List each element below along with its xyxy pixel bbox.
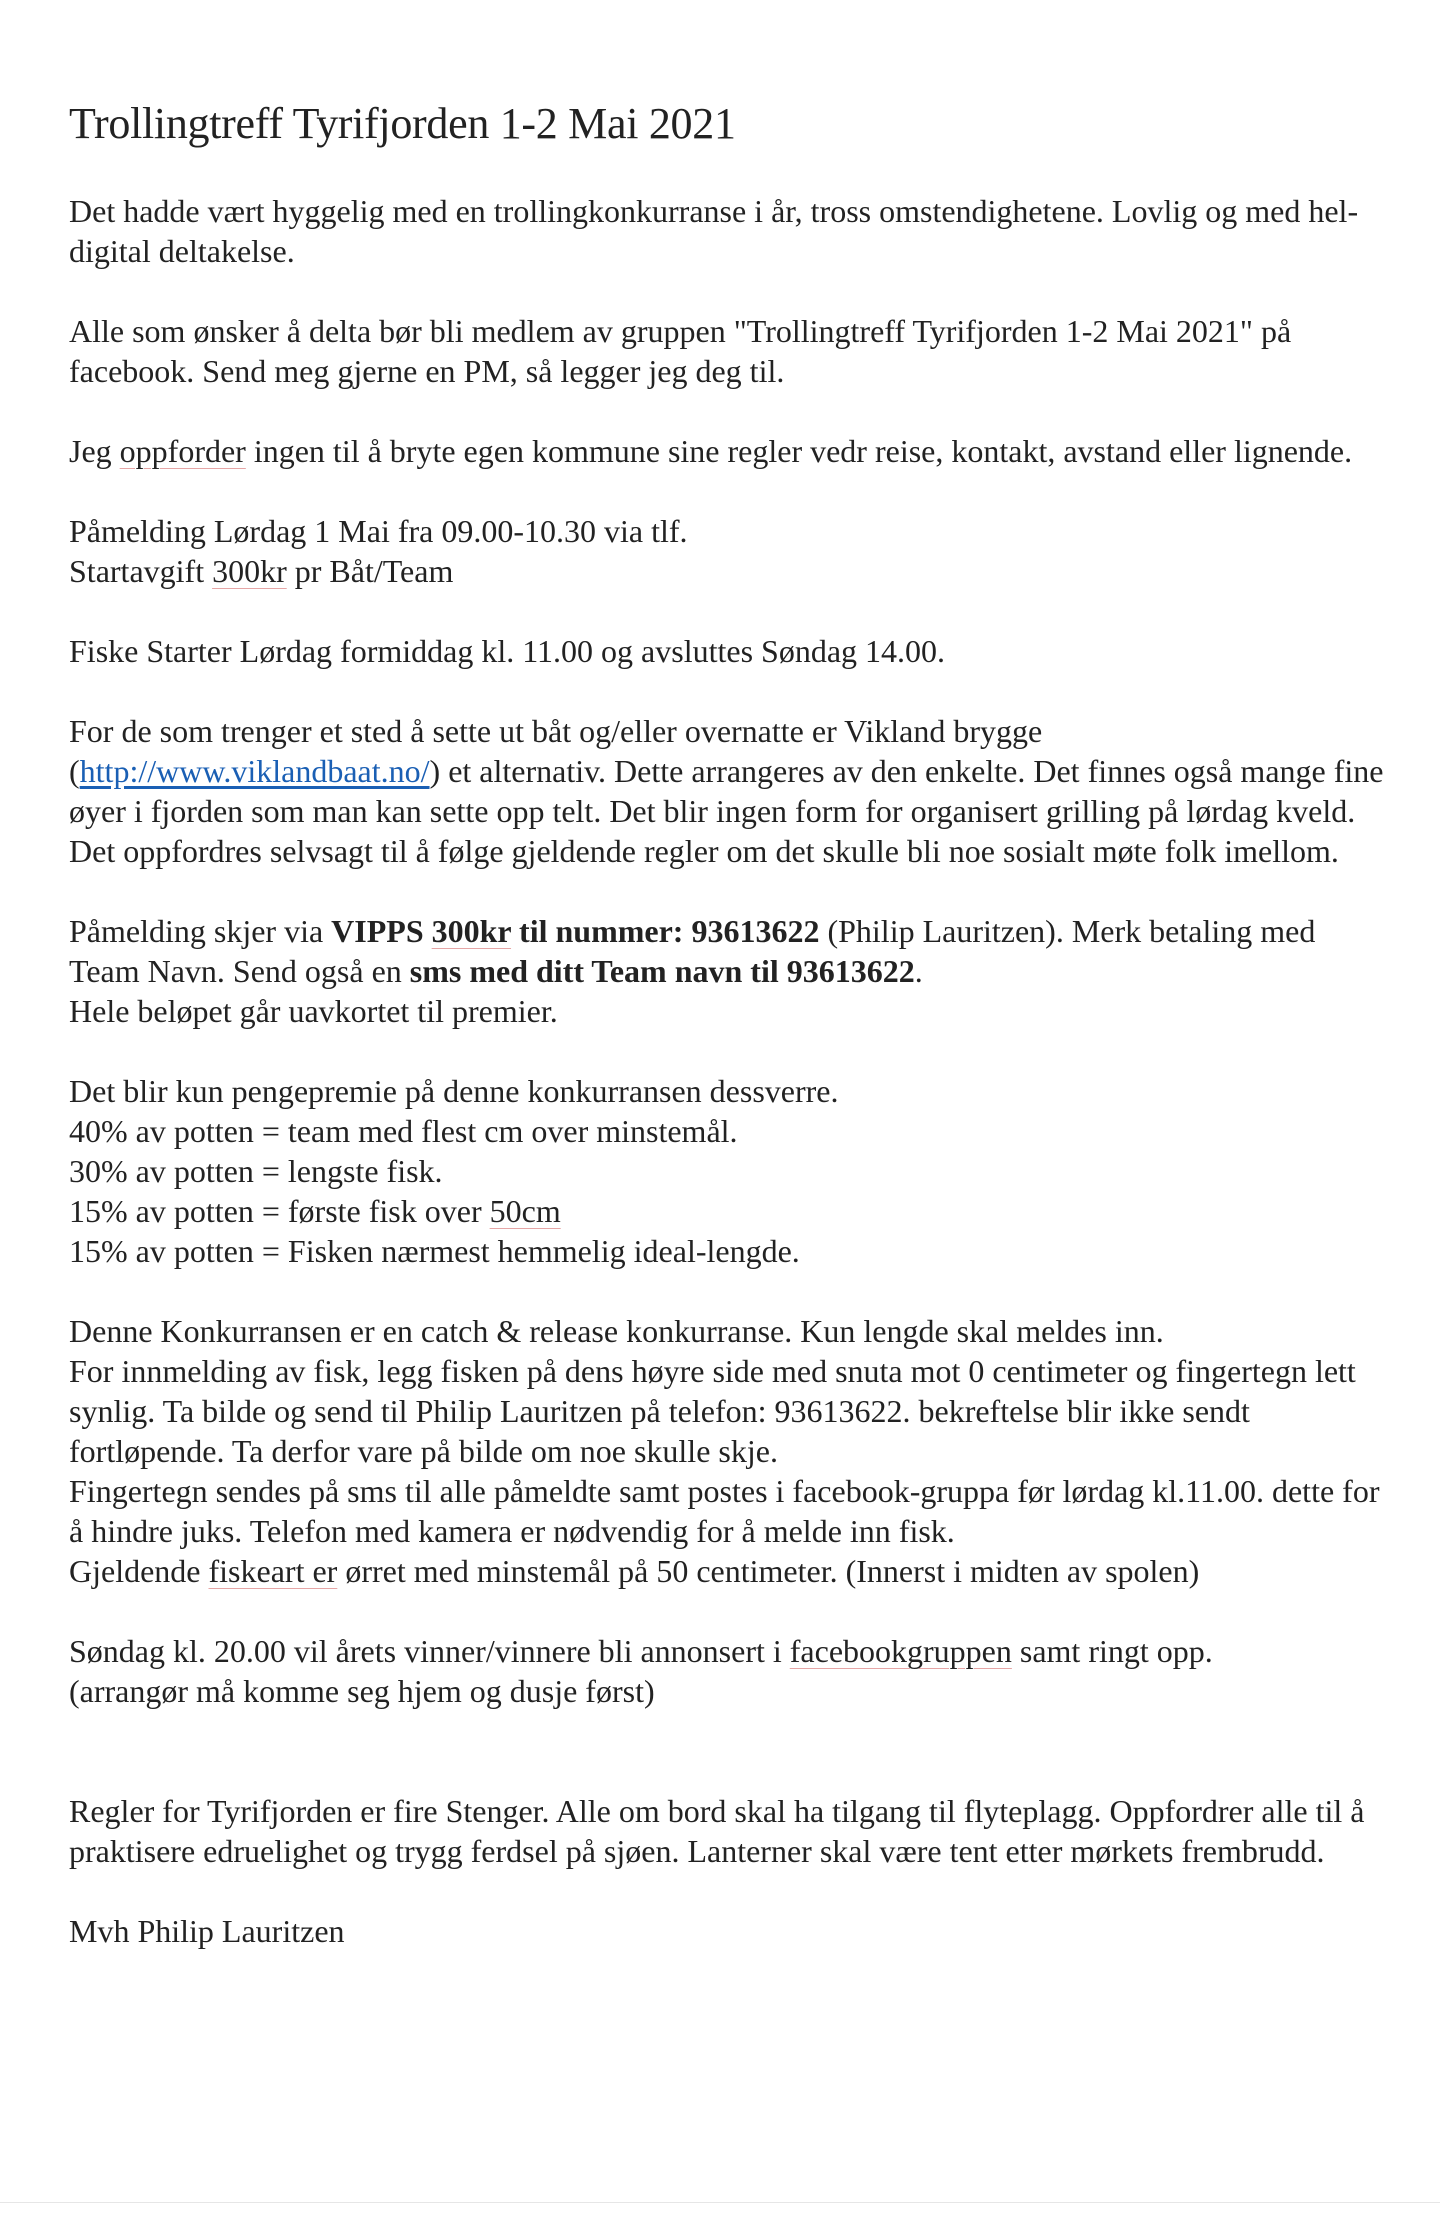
announcement-note: (arrangør må komme seg hjem og dusje først) [69,1673,655,1709]
spellcheck-word: fiskeart er [208,1553,338,1589]
spellcheck-word: 300kr [212,553,287,589]
payment-line [69,911,1389,991]
text-segment: Påmelding skjer via [69,913,332,949]
prize-item: 15% av potten = Fisken nærmest hemmelig ideal-lengde. [69,1233,800,1269]
prize-item: 30% av potten = lengste fisk. [69,1153,443,1189]
text-segment: Startavgift [69,553,213,589]
text-segment: Jeg [69,433,120,469]
prize-item: 40% av potten = team med flest cm over minstemål. [69,1113,738,1149]
venue-paragraph [69,711,1389,871]
spellcheck-word: 50cm [489,1193,561,1229]
text-segment: ) et alternativ. Dette arrangeres av den enkelte. Det finnes også mange fine øyer i fjorden som man kan sette opp telt. Det blir ingen form for organisert grilling på lørdag kveld. Det oppfordres selvsagt til å følge gjeldende regler om det skulle bli noe sosialt møte folk imellom. [69,753,1384,869]
text-segment: 15% av potten = første fisk over [69,1193,490,1229]
text-segment: . [914,953,923,989]
bottom-divider [0,2202,1440,2203]
submission-instructions: For innmelding av fisk, legg fisken på dens høyre side med snuta mot 0 centimeter og fingertegn lett synlig. Ta bilde og send til Philip Lauritzen på telefon: 93613622. bekreftelse blir ikke sendt fortløpende. Ta derfor vare på bilde om noe skulle skje. [69,1353,1356,1469]
announcement-line [69,1631,1389,1671]
spellcheck-word: facebookgruppen [789,1633,1012,1669]
text-segment: Søndag kl. 20.00 vil årets vinner/vinnere bli annonsert i [69,1633,790,1669]
safety-rules-paragraph: Regler for Tyrifjorden er fire Stenger. Alle om bord skal ha tilgang til flyteplagg. Oppfordrer alle til å praktisere edruelighet og trygg ferdsel på sjøen. Lanterner skal være tent etter mørkets frembrudd. [69,1793,1365,1869]
species-line [69,1551,1389,1591]
rules-notice-paragraph [69,431,1389,471]
text-segment: samt ringt opp. [1011,1633,1213,1669]
prize-note: Hele beløpet går uavkortet til premier. [69,993,558,1029]
prize-intro: Det blir kun pengepremie på denne konkurransen dessverre. [69,1073,839,1109]
sms-bold: sms med ditt Team navn til 93613622 [409,953,915,989]
payment-paragraph [69,911,1389,1031]
prize-item [69,1191,1389,1231]
text-segment: til nummer: 93613622 [511,913,820,949]
document-body [69,96,1389,1991]
text-segment: (Philip Lauritzen). Merk betaling med Team Navn. Send også en [69,913,1316,989]
prizes-paragraph [69,1071,1389,1271]
registration-time: Påmelding Lørdag 1 Mai fra 09.00-10.30 via tlf. [69,513,688,549]
text-segment: ingen til å bryte egen kommune sine regler vedr reise, kontakt, avstand eller lignende. [245,433,1353,469]
text-segment: For de som trenger et sted å sette ut båt og/eller overnatte er Vikland brygge ( [69,713,1043,789]
text-segment: Gjeldende [69,1553,209,1589]
fishing-time-paragraph: Fiske Starter Lørdag formiddag kl. 11.00 og avsluttes Søndag 14.00. [69,633,946,669]
entry-fee-line [69,551,1389,591]
registration-paragraph [69,511,1389,591]
finger-sign-instructions: Fingertegn sendes på sms til alle påmeldte samt postes i facebook-gruppa før lørdag kl.11.00. dette for å hindre juks. Telefon med kamera er nødvendig for å melde inn fisk. [69,1473,1380,1549]
text-segment: VIPPS [331,913,432,949]
facebook-group-paragraph: Alle som ønsker å delta bør bli medlem av gruppen "Trollingtreff Tyrifjorden 1-2 Mai 2021" på facebook. Send meg gjerne en PM, så legger jeg deg til. [69,313,1292,389]
spellcheck-word: oppforder [119,433,246,469]
announcement-paragraph [69,1631,1389,1711]
spellcheck-word: 300kr [431,913,512,949]
intro-paragraph: Det hadde vært hyggelig med en trollingkonkurranse i år, tross omstendighetene. Lovlig og med hel-digital deltakelse. [69,193,1359,269]
page-title: Trollingtreff Tyrifjorden 1-2 Mai 2021 [69,99,736,148]
vikland-link[interactable]: http://www.viklandbaat.no/ [79,753,430,789]
text-segment: ørret med minstemål på 50 centimeter. (Innerst i midten av spolen) [337,1553,1200,1589]
vipps-bold [331,913,819,949]
text-segment: pr Båt/Team [286,553,454,589]
submission-rules-paragraph [69,1311,1389,1591]
signature: Mvh Philip Lauritzen [69,1913,345,1949]
catch-release-line: Denne Konkurransen er en catch & release konkurranse. Kun lengde skal meldes inn. [69,1313,1164,1349]
